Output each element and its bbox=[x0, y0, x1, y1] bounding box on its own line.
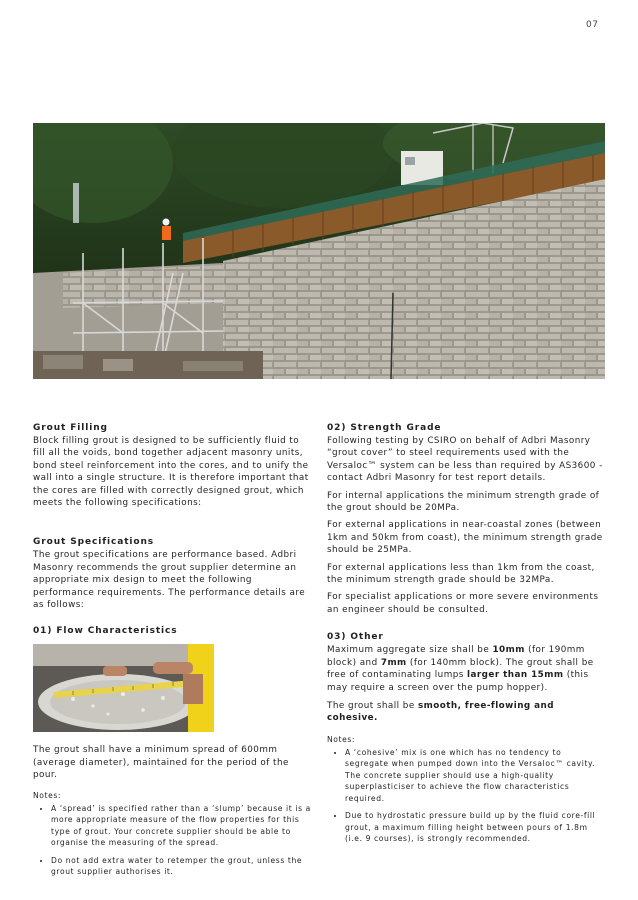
grout-specifications-body: The grout specifications are performance based. Adbri Masonry recommends the grout supplier determine an appropriate mix design to meet the following performance requirements. The performance details are as follows: bbox=[33, 550, 306, 611]
strength-coastal: For external applications less than 1km from the coast, the minimum strength grade should be 32MPa. bbox=[327, 562, 595, 586]
grout-filling-heading: Grout Filling bbox=[33, 423, 108, 433]
left-column bbox=[33, 422, 311, 884]
strength-grade-heading: 02) Strength Grade bbox=[327, 423, 442, 433]
other-cohesive-statement: The grout shall be smooth, free-flowing and cohesive. bbox=[327, 700, 555, 724]
other-heading: 03) Other bbox=[327, 632, 384, 643]
strength-grade-body: Following testing by CSIRO on behalf of Adbri Masonry “grout cover” to steel requirements used with the Versaloc™ system can be less than required by AS3600 - contact Adbri Masonry for test report details. bbox=[327, 436, 603, 484]
other-note-2: • Due to hydrostatic pressure build up by the fluid core-fill grout, a maximum filling height between pours of 1.8m (i.e. 9 courses), is strongly recommended. bbox=[345, 810, 605, 845]
grout-filling-body: Block filling grout is designed to be sufficiently fluid to fill all the voids, bond together adjacent masonry units, bond steel reinforcement into the cores, and to unify the wall into a single structure. It is therefore important that the cores are filled with correctly designed grout, which meets the following specifications: bbox=[33, 436, 309, 509]
strength-internal: For internal applications the minimum strength grade of the grout should be 20MPa. bbox=[327, 490, 600, 514]
other-notes-list bbox=[327, 747, 605, 845]
flow-body: The grout shall have a minimum spread of 600mm (average diameter), maintained for the period of the pour. bbox=[33, 745, 289, 781]
flow-spread-photo bbox=[33, 644, 214, 732]
flow-notes-list bbox=[33, 803, 311, 878]
flow-note-2: • Do not add extra water to retemper the grout, unless the grout supplier authorises it. bbox=[51, 855, 311, 878]
strength-near-coastal: For external applications in near-coastal zones (between 1km and 50km from coast), the minimum strength grade should be 25MPa. bbox=[327, 520, 603, 556]
other-note-1: • A ‘cohesive’ mix is one which has no tendency to segregate when pumped down into the Versaloc™ cavity. The concrete supplier should use a high-quality superplasticiser to achieve the flow characteristics required. bbox=[345, 747, 605, 805]
other-body: Maximum aggregate size shall be 10mm (for 190mm block) and 7mm (for 140mm block). The grout shall be free of contaminating lumps larger than 15mm (this may require a screen over the pump hopper). bbox=[327, 645, 594, 693]
grout-specifications-heading: Grout Specifications bbox=[33, 537, 155, 548]
flow-characteristics-heading: 01) Flow Characteristics bbox=[33, 626, 178, 637]
strength-specialist: For specialist applications or more severe environments an engineer should be consulted. bbox=[327, 592, 599, 615]
flow-notes-label: Notes: bbox=[33, 790, 62, 800]
page-number: 07 bbox=[586, 20, 599, 30]
other-notes-label: Notes: bbox=[327, 734, 356, 744]
right-column bbox=[327, 422, 605, 851]
flow-note-1: • A ‘spread’ is specified rather than a ‘slump’ because it is a more appropriate measure of the flow properties for this type of grout. Your concrete supplier should be able to organise the measuring of the spread. bbox=[51, 803, 311, 849]
hero-photo-masonry-wall bbox=[33, 123, 605, 379]
